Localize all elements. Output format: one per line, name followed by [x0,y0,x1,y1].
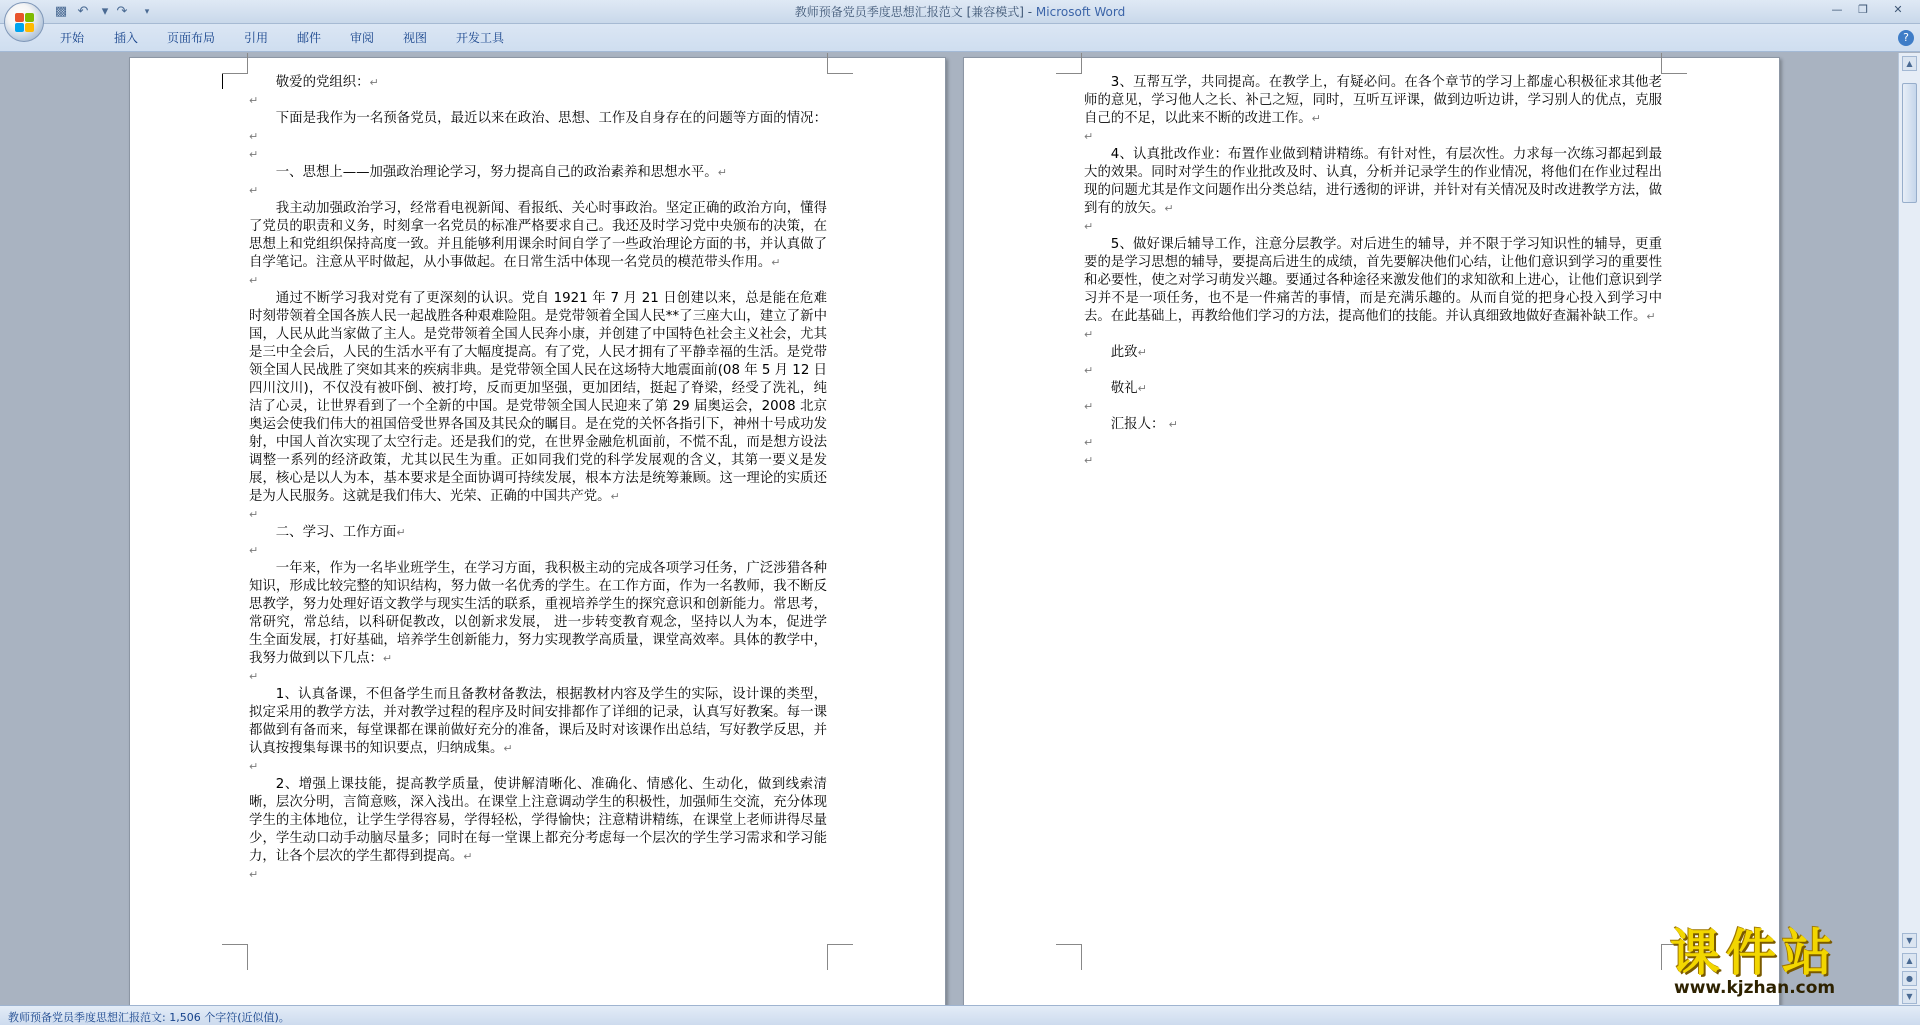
crop-mark [1056,53,1082,74]
next-page-icon[interactable]: ▼ [1902,989,1917,1004]
paragraph-mark-icon: ↵ [369,76,379,89]
paragraph-text: 敬爱的党组织： [275,75,370,90]
document-workspace[interactable] [0,53,1898,1005]
paragraph [249,74,827,92]
paragraph-mark-icon: ↵ [1168,418,1178,431]
paragraph-text: 通过不断学习我对党有了更深刻的认识。党自 1921 年 7 月 21 日创建以来，总是能在危难时刻带领着全国各族人民一起战胜各种艰难险阻。是党带领着全国人民**了三座大山，建立了新中国，人民从此当家做了主人。是党带领着全国人民奔小康，并创建了中国特色社会主义社会，尤其是三中全会后，人民的生活水平有了大幅度提高。有了党，人民才拥有了平静幸福的生活。是党带领全国人民战胜了突如其来的疾病非典。是党带领全国人民在这场特大地震面前(08 年 5 月 12 日四川汶川)，不仅没有被吓倒、被打垮，反而更加坚强，更加团结，挺起了脊梁，经受了洗礼，纯洁了心灵，让世界看到了一个全新的中国。是党带领全国人民迎来了第 29 届奥运会，2008 北京奥运会使我们伟大的祖国倍受世界各国及其民众的瞩目。是在党的关怀各指引下，神州十号成功发射，中国人首次实现了太空行走。还是我们的党，在世界金融危机面前，不慌不乱，而是想方设法调整一系列的经济政策，尤其以民生为重。正如同我们党的科学发展观的含义，其第一要义是发展，核心是以人为本，基本要求是全面协调可持续发展，根本方法是统筹兼顾。这一理论的实质还是为人民服务。这就是我们伟大、光荣、正确的中国共产党。 [249,291,827,504]
app-name: Microsoft Word [1035,5,1126,19]
paragraph-mark-icon: ↵ [1137,382,1147,395]
empty-paragraph: ↵ [249,544,259,557]
paragraph [1084,344,1662,362]
minimize-icon[interactable]: — [1831,3,1843,16]
office-button[interactable] [4,2,44,42]
paragraph-text: 汇报人： [1110,417,1169,432]
empty-paragraph: ↵ [1084,400,1094,413]
empty-paragraph: ↵ [249,274,259,287]
paragraph-mark-icon: ↵ [717,166,727,179]
paragraph-text: 2、增强上课技能，提高教学质量，使讲解清晰化、准确化、情感化、生动化，做到线索清晰，层次分明，言简意赅，深入浅出。在课堂上注意调动学生的积极性，加强师生交流，充分体现学生的主体地位，让学生学得容易，学得轻松，学得愉快；注意精讲精练，在课堂上老师讲得尽量少，学生动口动手动脑尽量多；同时在每一堂课上都充分考虑每一个层次的学生学习需求和学习能力，让各个层次的学生都得到提高。 [249,777,827,864]
paragraph-mark-icon: ↵ [396,526,406,539]
empty-paragraph: ↵ [249,148,259,161]
paragraph-text: 敬礼 [1110,381,1138,396]
page-2-body[interactable] [1084,74,1662,470]
paragraph-text: 一、思想上——加强政治理论学习，努力提高自己的政治素养和思想水平。 [275,165,718,180]
scroll-down-icon[interactable]: ▼ [1902,933,1917,948]
paragraph-text: 4、认真批改作业：布置作业做到精讲精练。有针对性，有层次性。力求每一次练习都起到最大的效果。同时对学生的作业批改及时、认真，分析并记录学生的作业情况，将他们在作业过程出现的问题尤其是作文问题作出分类总结，进行透彻的评讲，并针对有关情况及时改进教学方法，做到有的放矢。 [1084,147,1662,216]
paragraph [1084,236,1662,326]
office-logo-icon [15,13,35,33]
undo-icon[interactable]: ↶ [77,4,89,19]
scroll-thumb[interactable] [1902,83,1917,203]
document-title: 教师预备党员季度思想汇报范文 [兼容模式] - [794,5,1036,19]
watermark-url: www.kjzhan.com [1674,978,1836,998]
paragraph-text: 我主动加强政治学习，经常看电视新闻、看报纸、关心时事政治。坚定正确的政治方向，懂得了党员的职责和义务，时刻拿一名党员的标准严格要求自己。我还及时学习党中央颁布的决策，在思想上和党组织保持高度一致。并且能够利用课余时间自学了一些政治理论方面的书，并认真做了自学笔记。注意从平时做起，从小事做起。在日常生活中体现一名党员的模范带头作用。 [249,201,827,270]
customize-toolbar-icon[interactable]: ▾ [144,7,150,17]
paragraph [249,290,827,506]
paragraph [1084,380,1662,398]
paragraph-mark-icon: ↵ [1164,202,1174,215]
empty-paragraph: ↵ [249,94,259,107]
previous-page-icon[interactable]: ▲ [1902,953,1917,968]
crop-mark [1056,944,1082,970]
window-title [0,0,1920,24]
close-icon[interactable]: ✕ [1893,3,1903,16]
page-2[interactable] [963,57,1780,1005]
word-count-status[interactable]: 教师预备党员季度思想汇报范文: 1,506 个字符(近似值)。 [8,1011,290,1024]
paragraph [249,686,827,758]
paragraph-mark-icon: ↵ [382,652,393,665]
paragraph-text: 一年来，作为一名毕业班学生，在学习方面，我积极主动的完成各项学习任务，广泛涉猎各种知识，形成比较完整的知识结构，努力做一名优秀的学生。在工作方面，作为一名教师，我不断反思教学，努力处理好语文教学与现实生活的联系，重视培养学生的探究意识和创新能力。常思考，常研究，常总结，以科研促教改，以创新求发展， 进一步转变教育观念，坚持以人为本，促进学生全面发展，打好基础，培养学生创新能力，努力实现教学高质量，课堂高效率。具体的教学中，我努力做到以下几点： [249,561,827,666]
crop-mark [827,944,853,970]
tab-developer[interactable]: 开发工具 [456,31,505,45]
page-1-body[interactable] [249,74,827,884]
paragraph [249,110,827,146]
paragraph [249,164,827,182]
paragraph [249,776,827,866]
redo-icon[interactable]: ↷ [116,4,128,19]
status-bar [0,1005,1920,1025]
crop-mark [222,944,248,970]
paragraph [1084,416,1662,434]
empty-paragraph: ↵ [1084,220,1094,233]
empty-paragraph: ↵ [249,184,259,197]
tab-view[interactable]: 视图 [403,31,428,45]
scroll-up-icon[interactable]: ▲ [1902,56,1917,71]
window-controls [1824,0,1920,20]
ribbon-tabs [0,24,1920,52]
empty-paragraph: ↵ [1084,130,1094,143]
text-cursor [222,74,223,89]
tab-layout[interactable]: 页面布局 [167,31,216,45]
title-bar [0,0,1920,24]
browse-object-icon[interactable]: ● [1902,971,1917,986]
paragraph-mark-icon: ↵ [1311,112,1321,125]
empty-paragraph: ↵ [1084,328,1094,341]
paragraph-mark-icon: ↵ [771,256,781,269]
paragraph [249,200,827,272]
watermark-title: 课件站 [1670,924,1838,982]
empty-paragraph: ↵ [249,670,259,683]
paragraph [249,560,827,668]
watermark-logo [1670,925,1920,1000]
help-icon[interactable]: ? [1898,30,1914,46]
empty-paragraph: ↵ [1084,364,1094,377]
save-icon[interactable]: ▩ [54,4,68,19]
empty-paragraph: ↵ [1084,454,1094,467]
paragraph-text: 下面是我作为一名预备党员，最近以来在政治、思想、工作及自身存在的问题等方面的情况： [275,111,827,126]
paragraph-mark-icon: ↵ [249,130,259,143]
paragraph [1084,146,1662,218]
crop-mark [1661,53,1687,74]
tab-mailings[interactable]: 邮件 [297,31,322,45]
tab-review[interactable]: 审阅 [350,31,375,45]
paragraph-text: 1、认真备课，不但备学生而且备教材备教法，根据教材内容及学生的实际，设计课的类型，拟定采用的教学方法，并对教学过程的程序及时间安排都作了详细的记录，认真写好教案。每一课都做到有备而来，每堂课都在课前做好充分的准备，课后及时对该课作出总结，写好教学反思，并认真按搜集每课书的知识要点，归纳成集。 [249,687,827,756]
tab-references[interactable]: 引用 [244,31,269,45]
empty-paragraph: ↵ [249,868,259,881]
maximize-icon[interactable]: ❐ [1858,3,1868,16]
dropdown-icon[interactable]: ▾ [101,4,109,19]
empty-paragraph: ↵ [1084,436,1094,449]
tab-insert[interactable]: 插入 [114,31,139,45]
paragraph-mark-icon: ↵ [610,490,620,503]
crop-mark [222,53,248,74]
paragraph-text: 二、学习、工作方面 [275,525,397,540]
paragraph-text: 5、做好课后辅导工作，注意分层教学。对后进生的辅导，并不限于学习知识性的辅导，更重要的是学习思想的辅导，要提高后进生的成绩，首先要解决他们心结，让他们意识到学习的重要性和必要性，使之对学习萌发兴趣。要通过各种途径来激发他们的求知欲和上进心，让他们意识到学习并不是一项任务，也不是一件痛苦的事情，而是充满乐趣的。从而自觉的把身心投入到学习中去。在此基础上，再教给他们学习的方法，提高他们的技能。并认真细致地做好查漏补缺工作。 [1084,237,1662,324]
empty-paragraph: ↵ [249,508,259,521]
paragraph-mark-icon: ↵ [463,850,473,863]
paragraph [249,524,827,542]
crop-mark [827,53,853,74]
paragraph-mark-icon: ↵ [503,742,513,755]
paragraph-text: 3、互帮互学，共同提高。在教学上，有疑必问。在各个章节的学习上都虚心积极征求其他老师的意见，学习他人之长、补己之短，同时，互听互评课，做到边听边讲，学习别人的优点，克服自己的不足，以此来不断的改进工作。 [1084,75,1662,126]
vertical-scrollbar[interactable] [1898,53,1920,1005]
paragraph [1084,74,1662,128]
paragraph-mark-icon: ↵ [1137,346,1147,359]
tab-home[interactable]: 开始 [60,31,85,45]
empty-paragraph: ↵ [249,760,259,773]
page-1[interactable] [129,57,946,1005]
paragraph-mark-icon: ↵ [1646,310,1656,323]
paragraph-text: 此致 [1110,345,1138,360]
